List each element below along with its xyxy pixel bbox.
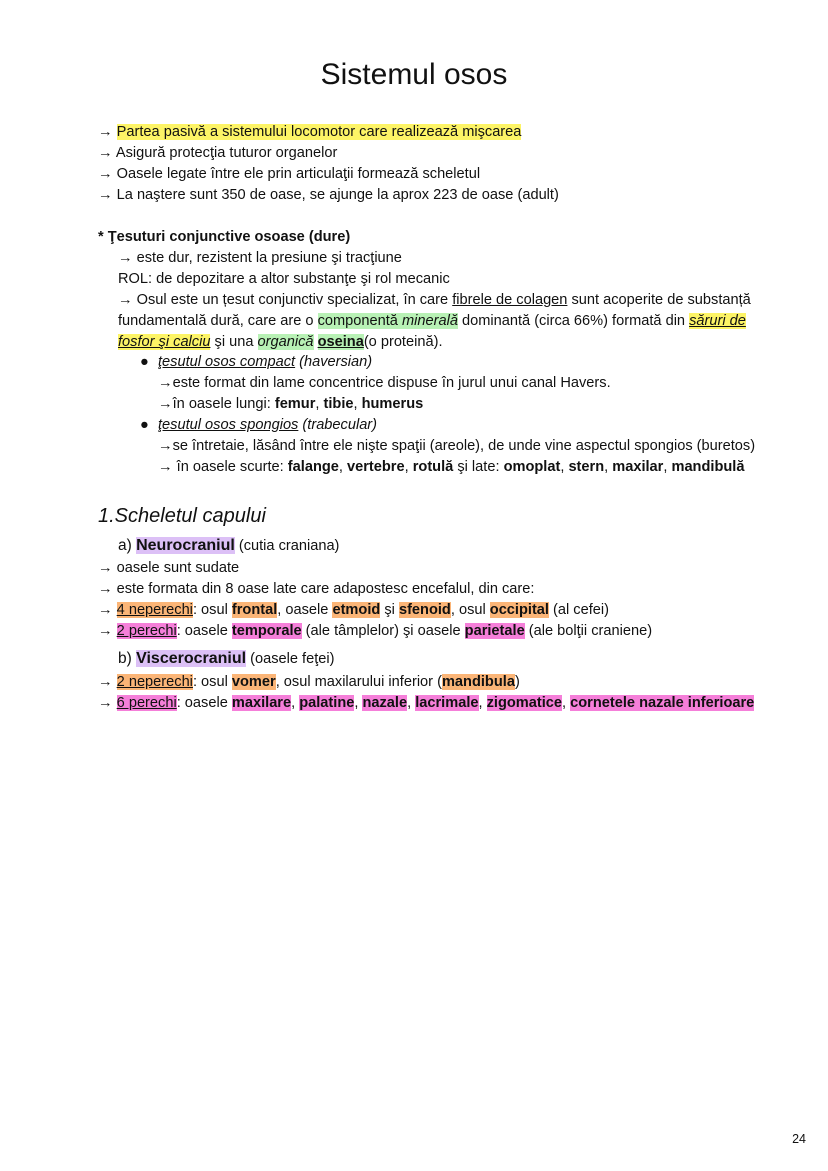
highlight-phosphorus-calcium: fosfor şi calciu — [118, 334, 211, 350]
intro-line-2: → Asigură protecţia tuturor organelor — [98, 145, 338, 161]
count-2-unpaired: 2 neperechi — [116, 674, 193, 690]
page-title: Sistemul osos — [320, 58, 508, 91]
tissue-line-2: ROL: de depozitare a altor substanţe şi rol mecanic — [118, 271, 450, 287]
highlight-passive-part: Partea pasivă a sistemului locomotor care realizează mişcarea — [116, 124, 522, 140]
count-6-paired: 6 perechi — [116, 695, 177, 711]
highlight-viscerocranium: Viscerocraniul — [136, 650, 247, 667]
tissue-heading: * Ţesuturi conjunctive osoase (dure) — [98, 229, 351, 245]
compact-bone-item: ● ţesutul osos compact (haversian) — [140, 354, 373, 370]
intro-line-1: → Partea pasivă a sistemului locomotor care realizează mişcarea — [98, 124, 522, 140]
count-4-unpaired: 4 neperechi — [116, 602, 193, 618]
spongy-bone-line-1: →se întretaie, lăsând între ele nişte spaţii (areole), de unde vine aspectul spongios (buretos) — [158, 438, 756, 454]
page-number: 24 — [792, 1132, 806, 1146]
tissue-line-5: fosfor şi calciu şi una organică oseina(o proteină). — [118, 334, 443, 350]
collagen-fibers: fibrele de colagen — [452, 292, 568, 308]
spongy-bone-item: ● ţesutul osos spongios (trabecular) — [140, 417, 378, 433]
viscerocranium-heading: b) Viscerocraniul (oasele feţei) — [118, 650, 335, 667]
highlight-neurocranium: Neurocraniul — [136, 537, 235, 554]
neurocranium-line-3: → 4 neperechi: osul frontal, oasele etmoid şi sfenoid, osul occipital (al cefei) — [98, 602, 609, 618]
tissue-line-4: fundamentală dură, care are o componentă minerală dominantă (circa 66%) formată din săruri de — [118, 313, 746, 329]
highlight-oseina: oseina — [317, 334, 364, 350]
intro-line-4: → La naştere sunt 350 de oase, se ajunge la aprox 223 de oase (adult) — [98, 187, 559, 203]
viscerocranium-line-1: → 2 neperechi: osul vomer, osul maxilarului inferior (mandibula) — [98, 674, 520, 690]
neurocranium-line-4: → 2 perechi: oasele temporale (ale tâmplelor) şi oasele parietale (ale bolţii craniene) — [98, 623, 653, 639]
viscerocranium-line-2: → 6 perechi: oasele maxilare, palatine, nazale, lacrimale, zigomatice, cornetele nazale inferioare — [98, 695, 755, 711]
count-2-paired: 2 perechi — [116, 623, 177, 639]
intro-line-3: → Oasele legate între ele prin articulaţii formează scheletul — [98, 166, 481, 182]
compact-bone-line-1: →este format din lame concentrice dispuse în jurul unui canal Havers. — [158, 375, 611, 391]
neurocranium-line-1: → oasele sunt sudate — [98, 560, 240, 576]
highlight-salts: săruri de — [689, 313, 746, 329]
tissue-line-3: → Osul este un țesut conjunctiv specializat, în care fibrele de colagen sunt acoperite de substanță — [118, 292, 751, 308]
bullet-icon: ● — [140, 417, 149, 433]
neurocranium-heading: a) Neurocraniul (cutia craniana) — [118, 537, 340, 554]
bullet-icon: ● — [140, 354, 149, 370]
spongy-bone-line-2: → în oasele scurte: falange, vertebre, rotulă şi late: omoplat, stern, maxilar, mandibulă — [158, 459, 745, 475]
highlight-mineral: componentă minerală — [317, 313, 458, 329]
compact-bone-line-2: →în oasele lungi: femur, tibie, humerus — [158, 396, 424, 412]
section-title-head-skeleton: 1.Scheletul capului — [98, 505, 266, 527]
neurocranium-line-2: → este formata din 8 oase late care adapostesc encefalul, din care: — [98, 581, 535, 597]
highlight-organic: organică — [257, 334, 314, 350]
tissue-line-1: → este dur, rezistent la presiune şi tracţiune — [118, 250, 402, 266]
